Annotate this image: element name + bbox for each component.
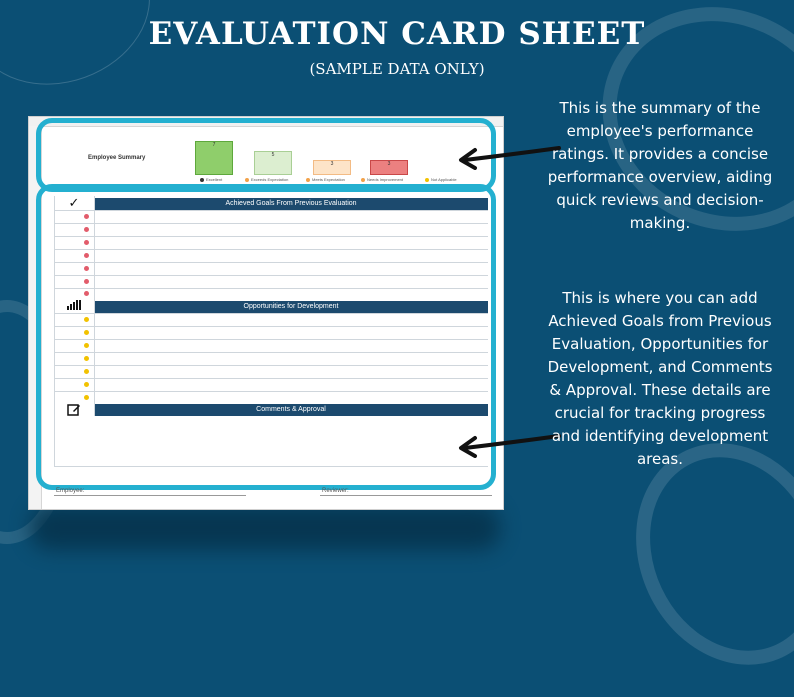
details-annotation: This is where you can add Achieved Goals from Previous Evaluation, Opportunities for Development, and Comments & Approval. These details are crucial for tracking progress and identifying development areas. xyxy=(547,289,773,468)
section-header-comments: Comments & Approval xyxy=(94,404,488,416)
checkmark-icon: ✓ xyxy=(68,196,80,211)
legend-item: Exceeds Expectation xyxy=(245,177,288,182)
legend-item: Excellent xyxy=(200,177,222,182)
summary-bar: 3 xyxy=(313,160,351,175)
section-header-development: Opportunities for Development xyxy=(94,301,488,313)
legend-item: Meets Expectation xyxy=(306,177,345,182)
summary-bar: 5 xyxy=(254,151,292,175)
summary-bar: 7 xyxy=(195,141,233,175)
employee-summary-label: Employee Summary xyxy=(88,155,146,161)
legend-item: Not Applicable xyxy=(425,177,457,182)
reviewer-signature-label: Reviewer: xyxy=(322,488,349,494)
summary-bar: 3 xyxy=(370,160,408,175)
page-subtitle: (SAMPLE DATA ONLY) xyxy=(309,60,485,78)
legend-item: Needs Improvement xyxy=(361,177,403,182)
employee-signature-label: Employee: xyxy=(56,488,85,494)
reviewer-signature-line xyxy=(320,495,492,496)
section-header-goals: Achieved Goals From Previous Evaluation xyxy=(94,198,488,210)
summary-annotation: This is the summary of the employee's performance ratings. It provides a concise performance overview, aiding quick reviews and decision-making. xyxy=(547,99,773,232)
details-highlight-box xyxy=(36,184,496,490)
employee-signature-line xyxy=(54,495,246,496)
page-title: EVALUATION CARD SHEET xyxy=(148,16,646,52)
sheet-shadow xyxy=(30,505,500,550)
summary-highlight-box xyxy=(36,118,496,192)
